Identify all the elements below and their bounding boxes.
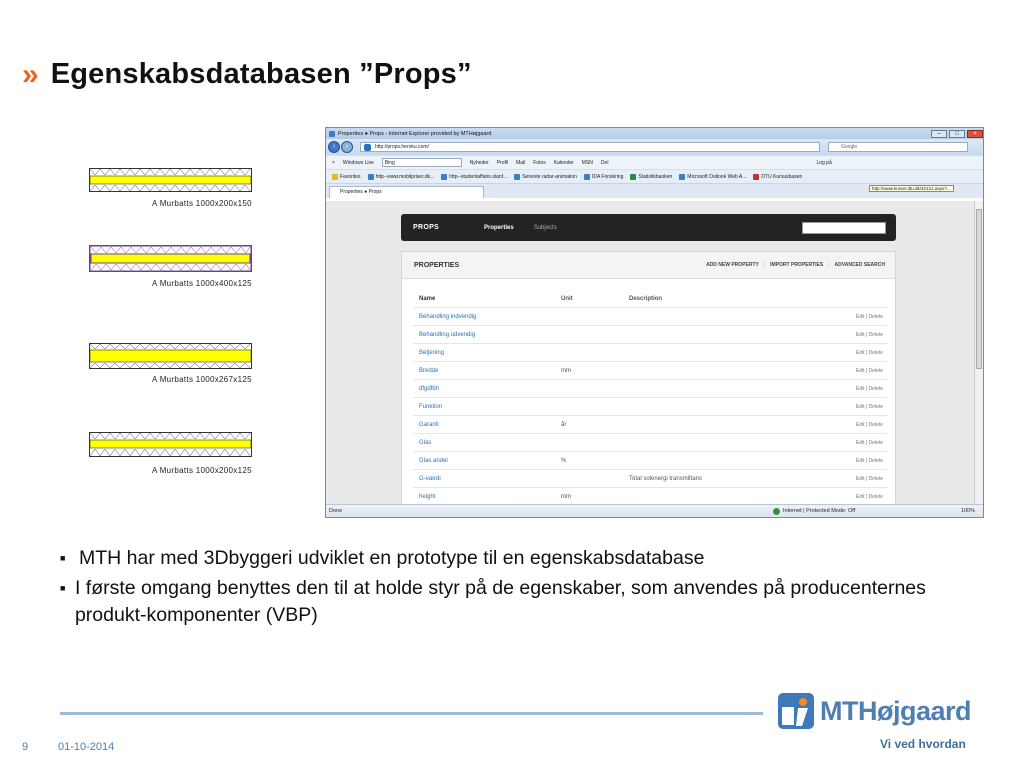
property-name-link[interactable]: G-værdi	[419, 475, 441, 482]
globe-icon	[773, 508, 780, 515]
wall-label-2: A Murbatts 1000x400x125	[152, 279, 252, 288]
bullet-item	[60, 545, 940, 572]
row-edit-delete[interactable]: Edit | Delete	[855, 331, 883, 338]
wall-drawing-2	[89, 245, 252, 272]
status-done: Done	[329, 508, 343, 514]
fav-item[interactable]	[630, 174, 672, 180]
fav-item[interactable]	[584, 174, 623, 180]
property-name-link[interactable]: Behandling udvendig	[419, 331, 476, 338]
property-name-link[interactable]: Betjening	[419, 349, 445, 356]
props-navbar	[401, 214, 896, 241]
tab-strip	[326, 183, 983, 198]
fav-item[interactable]	[514, 174, 577, 180]
row-edit-delete[interactable]: Edit | Delete	[855, 439, 883, 446]
property-name-link[interactable]: Bredde	[419, 367, 439, 374]
page-content	[326, 201, 983, 505]
url-text: http://props.heroku.com/	[375, 144, 429, 150]
panel-header	[402, 252, 895, 279]
divider: |	[828, 262, 830, 268]
table-row	[413, 344, 887, 362]
row-edit-delete[interactable]: Edit | Delete	[855, 421, 883, 428]
row-edit-delete[interactable]: Edit | Delete	[855, 457, 883, 464]
fav-label: http--www.mobilpriser.dk...	[375, 173, 435, 180]
wall-drawing-1	[89, 168, 252, 192]
import-properties-link[interactable]: IMPORT PROPERTIES	[770, 262, 824, 268]
panel-title: PROPERTIES	[414, 261, 460, 269]
close-button[interactable]: ×	[967, 130, 983, 138]
property-unit: år	[561, 421, 567, 428]
slide-title: Egenskabsdatabasen ”Props”	[50, 58, 472, 90]
mthojgaard-logo	[778, 693, 971, 729]
fav-label: http--studentaffairs.stanf...	[449, 173, 508, 180]
fav-item[interactable]	[441, 174, 507, 180]
bullet-square-icon: ■	[60, 553, 66, 563]
wall-drawing-3	[89, 343, 252, 369]
wall-label-3: A Murbatts 1000x267x125	[152, 375, 252, 384]
page-icon	[514, 174, 520, 180]
page-icon	[441, 174, 447, 180]
bullet-text: I første omgang benyttes den til at holde styr på de egenskaber, som anvendes på producenternes produkt-komponenter (VBP)	[74, 577, 926, 626]
wall-label-4: A Murbatts 1000x200x125	[152, 466, 252, 475]
zoom-level[interactable]: 100%	[960, 508, 975, 514]
toolbar-del[interactable]: Del	[600, 159, 609, 166]
table-row	[413, 452, 887, 470]
property-name-link[interactable]: height	[419, 493, 436, 500]
toolbar-close-icon[interactable]: ×	[332, 159, 335, 166]
scrollbar[interactable]	[974, 201, 983, 505]
toolbar-msn[interactable]: MSN	[581, 159, 593, 166]
globe-icon	[630, 174, 636, 180]
property-description: Total solenergi transmittans	[629, 475, 703, 482]
dtu-icon	[753, 174, 759, 180]
property-name-link[interactable]: Garanti	[419, 421, 439, 428]
browser-window-title: Properties ● Props - Internet Explorer provided by MTHøjgaard	[338, 130, 492, 137]
toolbar-fotos[interactable]: Fotos	[533, 159, 546, 166]
fav-label: Microsoft Outlook Web A...	[687, 173, 747, 180]
props-logo[interactable]: PROPS	[413, 224, 440, 231]
search-engine-label: Google	[841, 144, 858, 150]
table-row	[413, 434, 887, 452]
status-zone-text: Internet | Protected Mode: Off	[783, 508, 856, 514]
fav-label: Statistikbanken	[638, 173, 673, 180]
tab-label: Properties ● Props	[340, 189, 382, 195]
toolbar-mail[interactable]: Mail	[516, 159, 526, 166]
property-name-link[interactable]: Funktion	[419, 403, 443, 410]
bullet-square-icon: ■	[60, 583, 66, 593]
properties-panel	[401, 251, 896, 505]
footer-date: 01-10-2014	[58, 741, 115, 753]
title-marker-icon: »	[22, 57, 39, 91]
bing-value: Bing	[384, 160, 395, 166]
footer-rule	[60, 712, 763, 715]
fav-item[interactable]	[368, 174, 435, 180]
tab-properties[interactable]	[329, 186, 484, 198]
col-unit: Unit	[561, 295, 573, 302]
bullet-list	[60, 545, 940, 632]
minimize-button[interactable]: –	[931, 130, 947, 138]
star-icon	[332, 174, 338, 180]
row-edit-delete[interactable]: Edit | Delete	[855, 349, 883, 356]
row-edit-delete[interactable]: Edit | Delete	[855, 493, 883, 500]
search-input[interactable]	[828, 142, 968, 152]
scrollbar-thumb[interactable]	[976, 209, 982, 369]
table-row	[413, 416, 887, 434]
advanced-search-link[interactable]: ADVANCED SEARCH	[834, 262, 885, 268]
row-edit-delete[interactable]: Edit | Delete	[855, 367, 883, 374]
favorites-label: Favorites	[340, 173, 361, 180]
logo-mark-icon	[778, 693, 814, 729]
table-row	[413, 308, 887, 326]
fav-item[interactable]	[753, 174, 802, 180]
table-row	[413, 362, 887, 380]
brand-tagline: Vi ved hvordan	[880, 737, 966, 751]
live-toolbar	[326, 155, 983, 169]
page-icon	[584, 174, 590, 180]
favorites-bar	[326, 169, 983, 183]
fav-item[interactable]	[679, 174, 746, 180]
nav-subjects[interactable]: Subjects	[533, 224, 557, 231]
bullet-text: MTH har med 3Dbyggeri udviklet en prototype til en egenskabsdatabase	[79, 547, 705, 569]
row-edit-delete[interactable]: Edit | Delete	[855, 403, 883, 410]
property-unit: mm	[561, 493, 571, 500]
status-bar	[326, 504, 983, 517]
page-icon	[364, 144, 371, 151]
property-unit: %	[561, 457, 567, 464]
toolbar-kalender[interactable]: Kalender	[553, 159, 574, 166]
browser-titlebar	[326, 128, 983, 139]
back-icon[interactable]: ‹	[328, 141, 340, 153]
link-tooltip: http://www.kurser.dtu.dk/42121.aspx?...	[869, 185, 954, 192]
table-row	[413, 470, 887, 488]
row-edit-delete[interactable]: Edit | Delete	[855, 313, 883, 320]
favorites-button[interactable]	[332, 174, 361, 180]
col-description: Description	[629, 295, 663, 302]
table-row	[413, 380, 887, 398]
toolbar-windows-live[interactable]: Windows Live	[342, 159, 374, 166]
bing-input[interactable]	[382, 158, 462, 167]
fav-label: IDA Forsikring	[591, 173, 624, 180]
forward-icon[interactable]: ›	[341, 141, 353, 153]
col-name: Name	[419, 295, 436, 302]
page-number: 9	[22, 741, 29, 753]
page-icon	[368, 174, 374, 180]
maximize-button[interactable]: □	[949, 130, 965, 138]
nav-properties[interactable]: Properties	[484, 224, 514, 231]
toolbar-profil[interactable]: Profil	[496, 159, 509, 166]
wall-drawing-4	[89, 432, 252, 457]
panel-actions	[706, 262, 885, 268]
ie-icon	[329, 131, 335, 137]
divider: |	[763, 262, 766, 268]
row-edit-delete[interactable]: Edit | Delete	[855, 475, 883, 482]
slide-title-row	[22, 58, 472, 91]
row-edit-delete[interactable]: Edit | Delete	[855, 385, 883, 392]
table-row	[413, 398, 887, 416]
status-zone	[773, 508, 913, 515]
browser-screenshot	[325, 127, 984, 518]
table-row	[413, 326, 887, 344]
wall-label-1: A Murbatts 1000x200x150	[152, 199, 252, 208]
browser-address-bar	[326, 139, 983, 155]
property-name-link[interactable]: Glas andel	[419, 457, 448, 464]
properties-table	[413, 290, 887, 506]
bullet-item	[60, 575, 940, 629]
props-search-input[interactable]	[802, 222, 886, 234]
toolbar-login[interactable]: Log på	[816, 159, 832, 166]
table-header	[413, 290, 887, 308]
property-unit: mm	[561, 367, 571, 374]
property-name-link[interactable]: Behandling indvendig	[419, 313, 477, 320]
toolbar-nyheder[interactable]: Nyheder	[469, 159, 489, 166]
property-name-link[interactable]: Glas	[419, 439, 432, 446]
page-icon	[679, 174, 685, 180]
logo-text: MTHøjgaard	[820, 695, 972, 726]
url-input[interactable]	[360, 142, 820, 152]
add-property-link[interactable]: ADD NEW PROPERTY	[706, 262, 759, 268]
property-name-link[interactable]: dfgdfbh	[419, 385, 440, 392]
fav-label: DTU Kursusbasen	[761, 173, 803, 180]
fav-label: Seneste radar-animation	[522, 173, 577, 180]
